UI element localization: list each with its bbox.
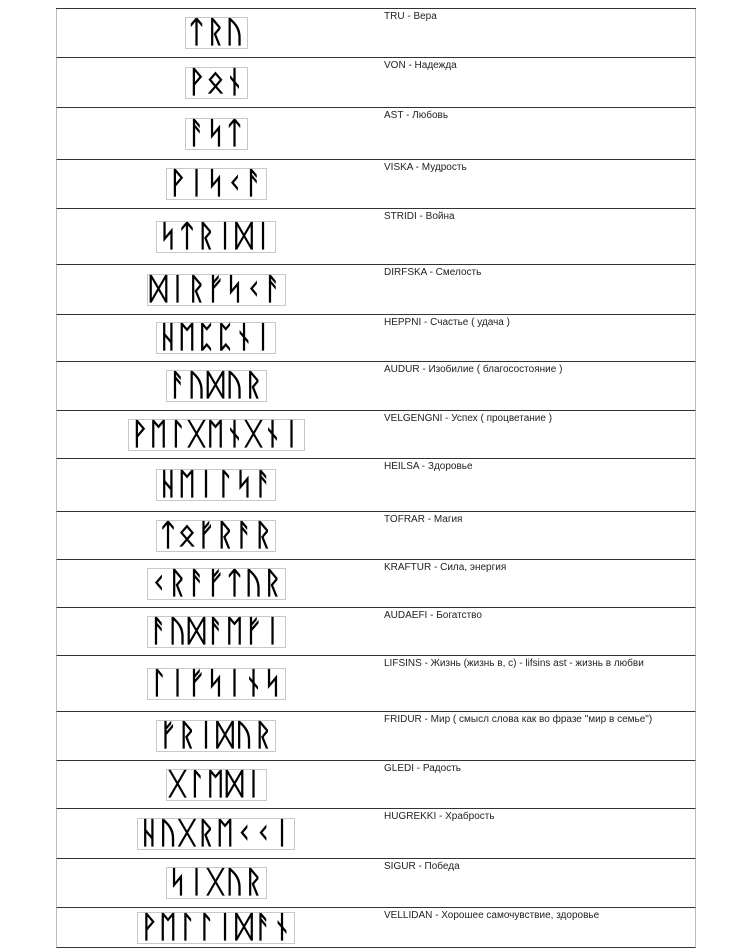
- rune-inscription: ᚠᚱᛁᛞᚢᚱ: [156, 720, 276, 752]
- rune-inscription: ᛏᛟᚠᚱᚨᚱ: [156, 520, 276, 552]
- rune-inscription: ᚨᛋᛏ: [185, 118, 248, 150]
- rune-cell: [57, 315, 375, 361]
- rune-cell: [57, 9, 375, 57]
- table-row: [56, 108, 696, 160]
- table-row: [56, 265, 696, 315]
- table-row: [56, 459, 696, 512]
- rune-inscription: ᚲᚱᚨᚠᛏᚢᚱ: [147, 568, 286, 600]
- table-row: [56, 859, 696, 908]
- table-row: [56, 761, 696, 809]
- meaning-text: TOFRAR - Магия: [384, 514, 463, 525]
- rune-cell: [57, 761, 375, 808]
- meaning-text: TRU - Вера: [384, 11, 437, 22]
- rune-cell: [57, 512, 375, 559]
- meaning-text: LIFSINS - Жизнь (жизнь в, с) - lifsins ast - жизнь в любви: [384, 658, 644, 669]
- rune-cell: [57, 265, 375, 314]
- rune-cell: [57, 859, 375, 907]
- rune-inscription: ᚺᛖᛈᛈᚾᛁ: [156, 322, 276, 354]
- rune-cell: [57, 411, 375, 458]
- rune-cell: [57, 656, 375, 711]
- table-row: [56, 608, 696, 656]
- meaning-text: VELLIDAN - Хорошее самочувствие, здоровье: [384, 910, 600, 921]
- rune-cell: [57, 608, 375, 655]
- table-row: [56, 315, 696, 362]
- rune-cell: [57, 560, 375, 607]
- meaning-text: AUDAEFI - Богатство: [384, 610, 482, 621]
- table-row: [56, 411, 696, 459]
- rune-inscription: ᛚᛁᚠᛋᛁᚾᛋ: [147, 668, 286, 700]
- meaning-text: AST - Любовь: [384, 110, 449, 121]
- meaning-text: AUDUR - Изобилие ( благосостояние ): [384, 364, 563, 375]
- table-row: [56, 908, 696, 948]
- rune-inscription: ᚹᛟᚾ: [185, 67, 248, 99]
- meaning-text: VELGENGNI - Успех ( процветание ): [384, 413, 553, 424]
- rune-inscription: ᚺᛖᛁᛚᛋᚨ: [156, 469, 276, 501]
- rune-inscription: ᚷᛚᛖᛞᛁ: [166, 769, 267, 801]
- table-row: [56, 9, 696, 58]
- rune-inscription: ᛋᛁᚷᚢᚱ: [166, 867, 267, 899]
- rune-cell: [57, 908, 375, 947]
- table-row: [56, 712, 696, 761]
- rune-cell: [57, 459, 375, 511]
- meaning-text: DIRFSKA - Смелость: [384, 267, 482, 278]
- meaning-text: HUGREKKI - Храбрость: [384, 811, 495, 822]
- meaning-text: HEILSA - Здоровье: [384, 461, 473, 472]
- rune-cell: [57, 209, 375, 264]
- table-row: [56, 209, 696, 265]
- table-row: [56, 58, 696, 108]
- rune-inscription: ᚹᛖᛚᛚᛁᛞᚨᚾ: [137, 912, 295, 944]
- rune-inscription: ᚨᚢᛞᚨᛖᚠᛁ: [147, 616, 286, 648]
- meaning-text: VON - Надежда: [384, 60, 457, 71]
- rune-inscription: ᛏᚱᚢ: [185, 17, 248, 49]
- meaning-text: GLEDI - Радость: [384, 763, 461, 774]
- rune-inscription: ᚹᛁᛋᚲᚨ: [166, 168, 267, 200]
- table-row: [56, 512, 696, 560]
- table-row: [56, 656, 696, 712]
- table-row: [56, 362, 696, 411]
- meaning-text: VISKA - Мудрость: [384, 162, 467, 173]
- table-row: [56, 160, 696, 209]
- rune-cell: [57, 108, 375, 159]
- table-row: [56, 809, 696, 859]
- table-row: [56, 560, 696, 608]
- rune-inscription: ᚨᚢᛞᚢᚱ: [166, 370, 267, 402]
- meaning-text: STRIDI - Война: [384, 211, 455, 222]
- meaning-text: SIGUR - Победа: [384, 861, 460, 872]
- rune-table: [56, 8, 696, 948]
- meaning-text: HEPPNI - Счастье ( удача ): [384, 317, 510, 328]
- rune-cell: [57, 362, 375, 410]
- rune-cell: [57, 809, 375, 858]
- rune-inscription: ᛋᛏᚱᛁᛞᛁ: [156, 221, 276, 253]
- rune-cell: [57, 58, 375, 107]
- meaning-text: KRAFTUR - Сила, энергия: [384, 562, 507, 573]
- meaning-text: FRIDUR - Мир ( смысл слова как во фразе "мир в семье"): [384, 714, 653, 725]
- rune-cell: [57, 712, 375, 760]
- rune-inscription: ᚹᛖᛚᚷᛖᚾᚷᚾᛁ: [128, 419, 305, 451]
- rune-inscription: ᚺᚢᚷᚱᛖᚲᚲᛁ: [137, 818, 295, 850]
- rune-cell: [57, 160, 375, 208]
- rune-inscription: ᛞᛁᚱᚠᛋᚲᚨ: [147, 274, 286, 306]
